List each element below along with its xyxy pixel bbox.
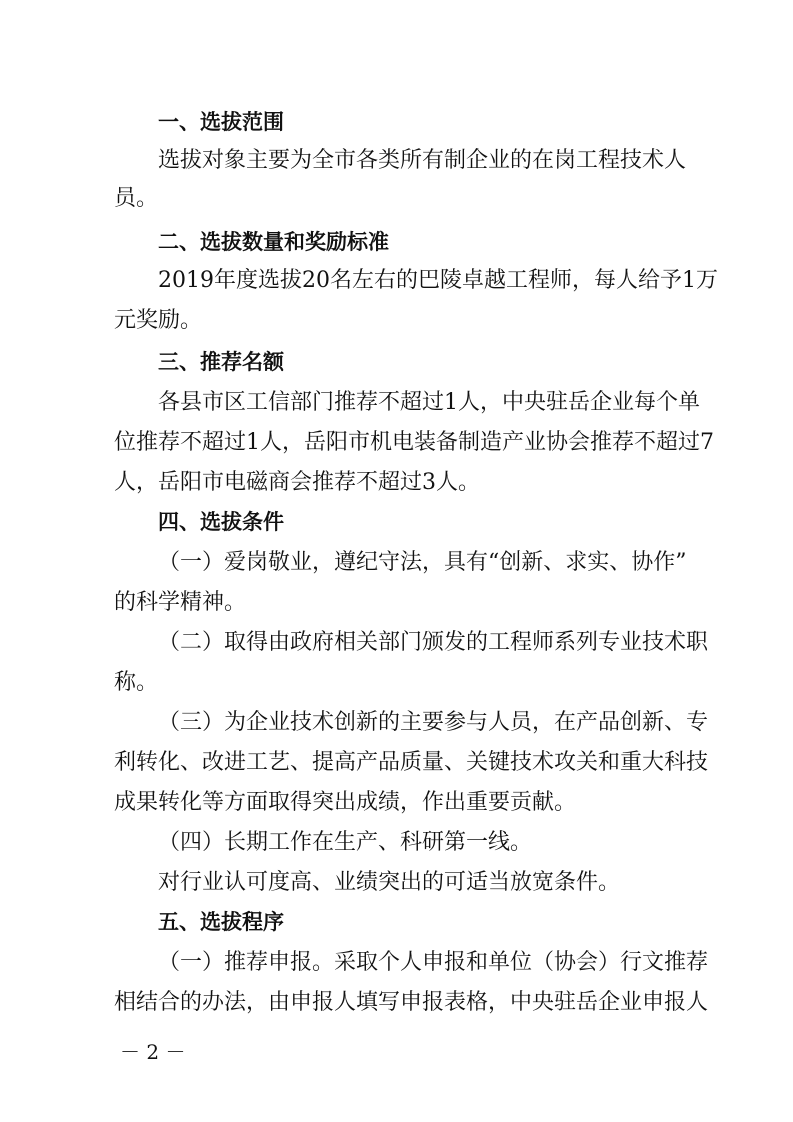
paragraph-line: 选拔对象主要为全市各类所有制企业的在岗工程技术人: [158, 148, 687, 173]
section-heading-procedure: 五、选拔程序: [158, 910, 284, 934]
paragraph-line: （一）推荐申报。采取个人申报和单位（协会）行文推荐: [158, 950, 709, 975]
paragraph-line: 各县市区工信部门推荐不超过1人，中央驻岳企业每个单: [158, 390, 700, 415]
paragraph-line: （三）为企业技术创新的主要参与人员，在产品创新、专: [158, 710, 709, 735]
section-heading-quota: 三、推荐名额: [158, 350, 284, 374]
paragraph-line: 2019年度选拔20名左右的巴陵卓越工程师，每人给予1万: [158, 268, 718, 293]
paragraph-line: 的科学精神。: [114, 590, 247, 615]
paragraph-line: （四）长期工作在生产、科研第一线。: [158, 830, 533, 855]
paragraph-line: 成果转化等方面取得突出成绩，作出重要贡献。: [114, 790, 577, 815]
paragraph-line: （二）取得由政府相关部门颁发的工程师系列专业技术职: [158, 630, 709, 655]
section-heading-conditions: 四、选拔条件: [158, 510, 284, 534]
paragraph-line: （一）爱岗敬业，遵纪守法，具有“创新、求实、协作”: [158, 550, 687, 575]
paragraph-line: 元奖励。: [114, 308, 203, 333]
section-heading-scope: 一、选拔范围: [158, 110, 284, 134]
paragraph-line: 相结合的办法，由申报人填写申报表格，中央驻岳企业申报人: [114, 990, 709, 1015]
paragraph-line: 位推荐不超过1人，岳阳市机电装备制造产业协会推荐不超过7: [114, 430, 714, 455]
paragraph-line: 利转化、改进工艺、提高产品质量、关键技术攻关和重大科技: [114, 750, 709, 775]
paragraph-line: 员。: [114, 186, 159, 211]
paragraph-line: 对行业认可度高、业绩突出的可适当放宽条件。: [158, 870, 621, 895]
section-heading-quantity-reward: 二、选拔数量和奖励标准: [158, 230, 389, 254]
paragraph-line: 称。: [114, 670, 159, 695]
page-number: － 2 －: [120, 1040, 186, 1064]
paragraph-line: 人，岳阳市电磁商会推荐不超过3人。: [114, 470, 480, 495]
